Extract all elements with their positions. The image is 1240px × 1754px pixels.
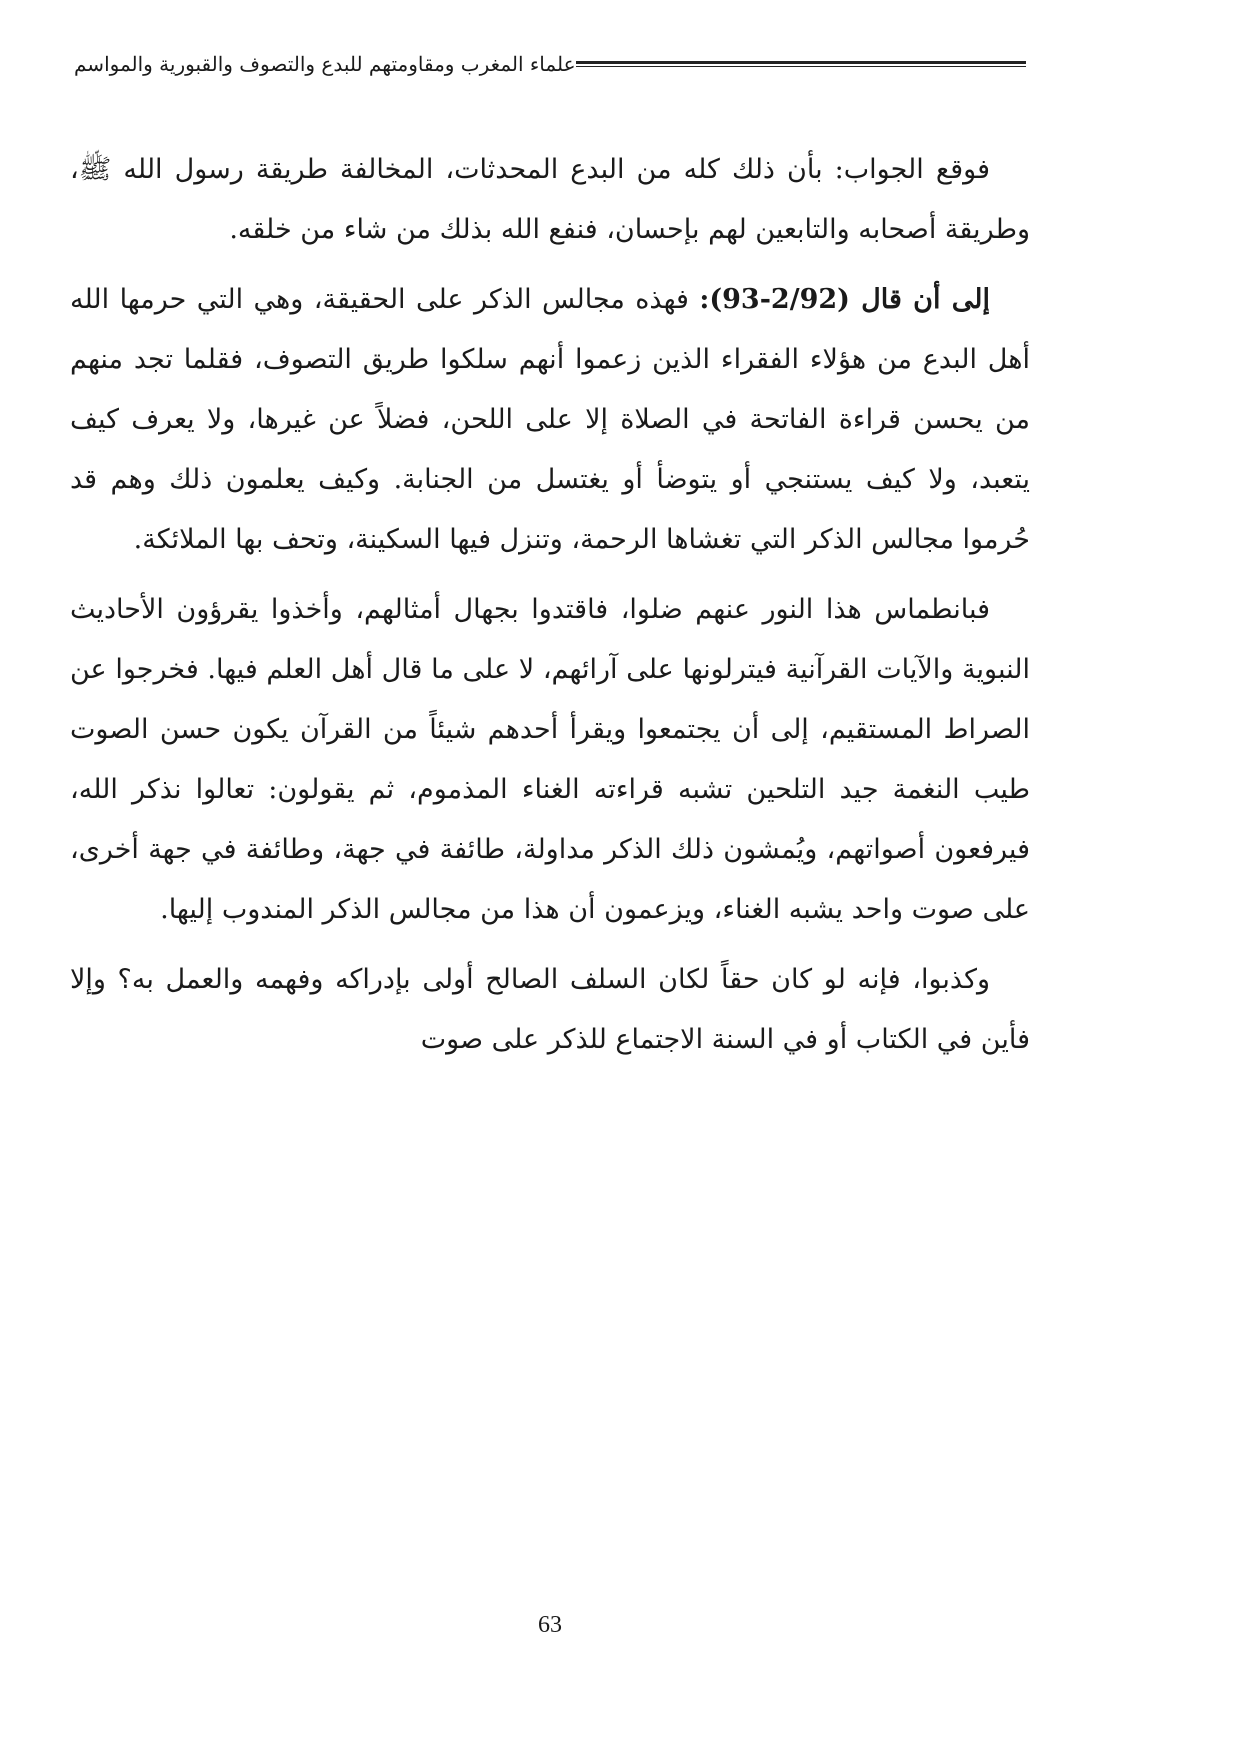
paragraph-4: وكذبوا، فإنه لو كان حقاً لكان السلف الصالح أولى بإدراكه وفهمه والعمل به؟ وإلا فأين في الكتاب أو في السنة الاجتماع للذكر على صوت: [70, 964, 1030, 1055]
paragraph-1: فوقع الجواب: بأن ذلك كله من البدع المحدثات، المخالفة طريقة رسول الله ﷺ، وطريقة أصحابه والتابعين لهم بإحسان، فنفع الله بذلك من شاء من خلقه.: [70, 154, 1030, 245]
running-header: [60, 44, 1026, 84]
header-rule: [576, 61, 1026, 67]
paragraph-2: [70, 270, 1030, 570]
header-title: علماء المغرب ومقاومتهم للبدع والتصوف والقبورية والمواسم: [74, 52, 576, 76]
page-body: [70, 140, 1030, 1080]
page-number: 63: [538, 1612, 562, 1638]
paragraph-3: فبانطماس هذا النور عنهم ضلوا، فاقتدوا بجهال أمثالهم، وأخذوا يقرؤون الأحاديث النبوية والآيات القرآنية فيترلونها على آرائهم، لا على ما قال أهل العلم فيها. فخرجوا عن الصراط المستقيم، إلى أن يجتمعوا ويقرأ أحدهم شيئاً من القرآن يكون حسن الصوت طيب النغمة جيد التلحين تشبه قراءته الغناء المذموم، ثم يقولون: تعالوا نذكر الله، فيرفعون أصواتهم، ويُمشون ذلك الذكر مداولة، طائفة في جهة، وطائفة في جهة أخرى، على صوت واحد يشبه الغناء، ويزعمون أن هذا من مجالس الذكر المندوب إليها.: [70, 594, 1030, 925]
citation-reference: إلى أن قال (2/92-93):: [699, 284, 990, 315]
paragraph-2-text: فهذه مجالس الذكر على الحقيقة، وهي التي حرمها الله أهل البدع من هؤلاء الفقراء الذين زعموا أنهم سلكوا طريق التصوف، فقلما تجد منهم من يحسن قراءة الفاتحة في الصلاة إلا على اللحن، فضلاً عن غيرها، ولا يعرف كيف يتعبد، ولا كيف يستنجي أو يتوضأ أو يغتسل من الجنابة. وكيف يعلمون ذلك وهم قد حُرموا مجالس الذكر التي تغشاها الرحمة، وتنزل فيها السكينة، وتحف بها الملائكة.: [70, 284, 1030, 555]
